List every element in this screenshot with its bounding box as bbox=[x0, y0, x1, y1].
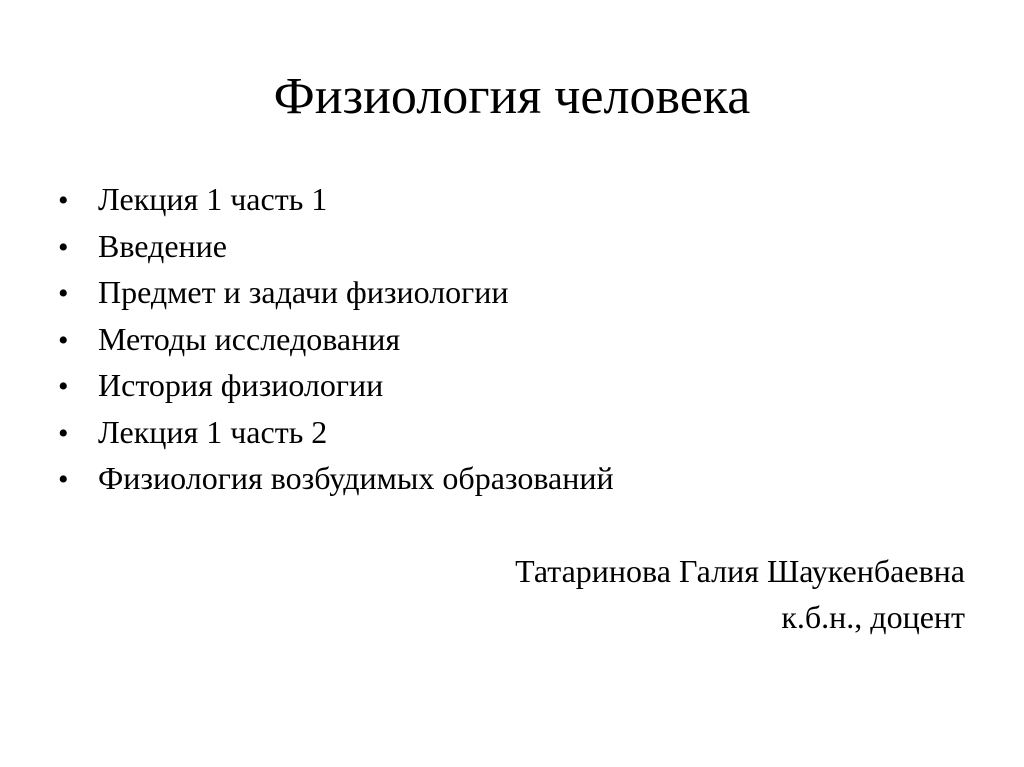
list-item bbox=[58, 269, 614, 316]
bullet-icon: • bbox=[58, 277, 69, 310]
slide-title: Физиология человека bbox=[273, 68, 751, 125]
list-item-label: Физиология возбудимых образований bbox=[98, 460, 614, 496]
list-item bbox=[58, 409, 614, 456]
bullet-icon: • bbox=[58, 230, 69, 264]
topic-list bbox=[58, 176, 614, 502]
author-name: Татаринова Галия Шаукенбаевна bbox=[515, 553, 965, 589]
bullet-icon: • bbox=[58, 184, 69, 217]
list-item-label: Лекция 1 часть 2 bbox=[98, 413, 328, 450]
list-item bbox=[58, 455, 614, 502]
bullet-icon: • bbox=[58, 323, 69, 357]
list-item bbox=[58, 176, 614, 223]
author-degree: к.б.н., доцент bbox=[781, 599, 965, 635]
list-item-label: История физиологии bbox=[98, 367, 384, 403]
bullet-icon: • bbox=[58, 370, 69, 403]
list-item-label: Методы исследования bbox=[98, 320, 401, 357]
list-item bbox=[58, 316, 614, 363]
list-item bbox=[58, 223, 614, 270]
author-block bbox=[515, 548, 965, 640]
bullet-icon: • bbox=[58, 416, 69, 450]
list-item bbox=[58, 362, 614, 409]
list-item-label: Введение bbox=[98, 227, 227, 264]
bullet-icon: • bbox=[58, 463, 69, 496]
list-item-label: Лекция 1 часть 1 bbox=[98, 181, 328, 217]
list-item-label: Предмет и задачи физиологии bbox=[98, 274, 509, 310]
